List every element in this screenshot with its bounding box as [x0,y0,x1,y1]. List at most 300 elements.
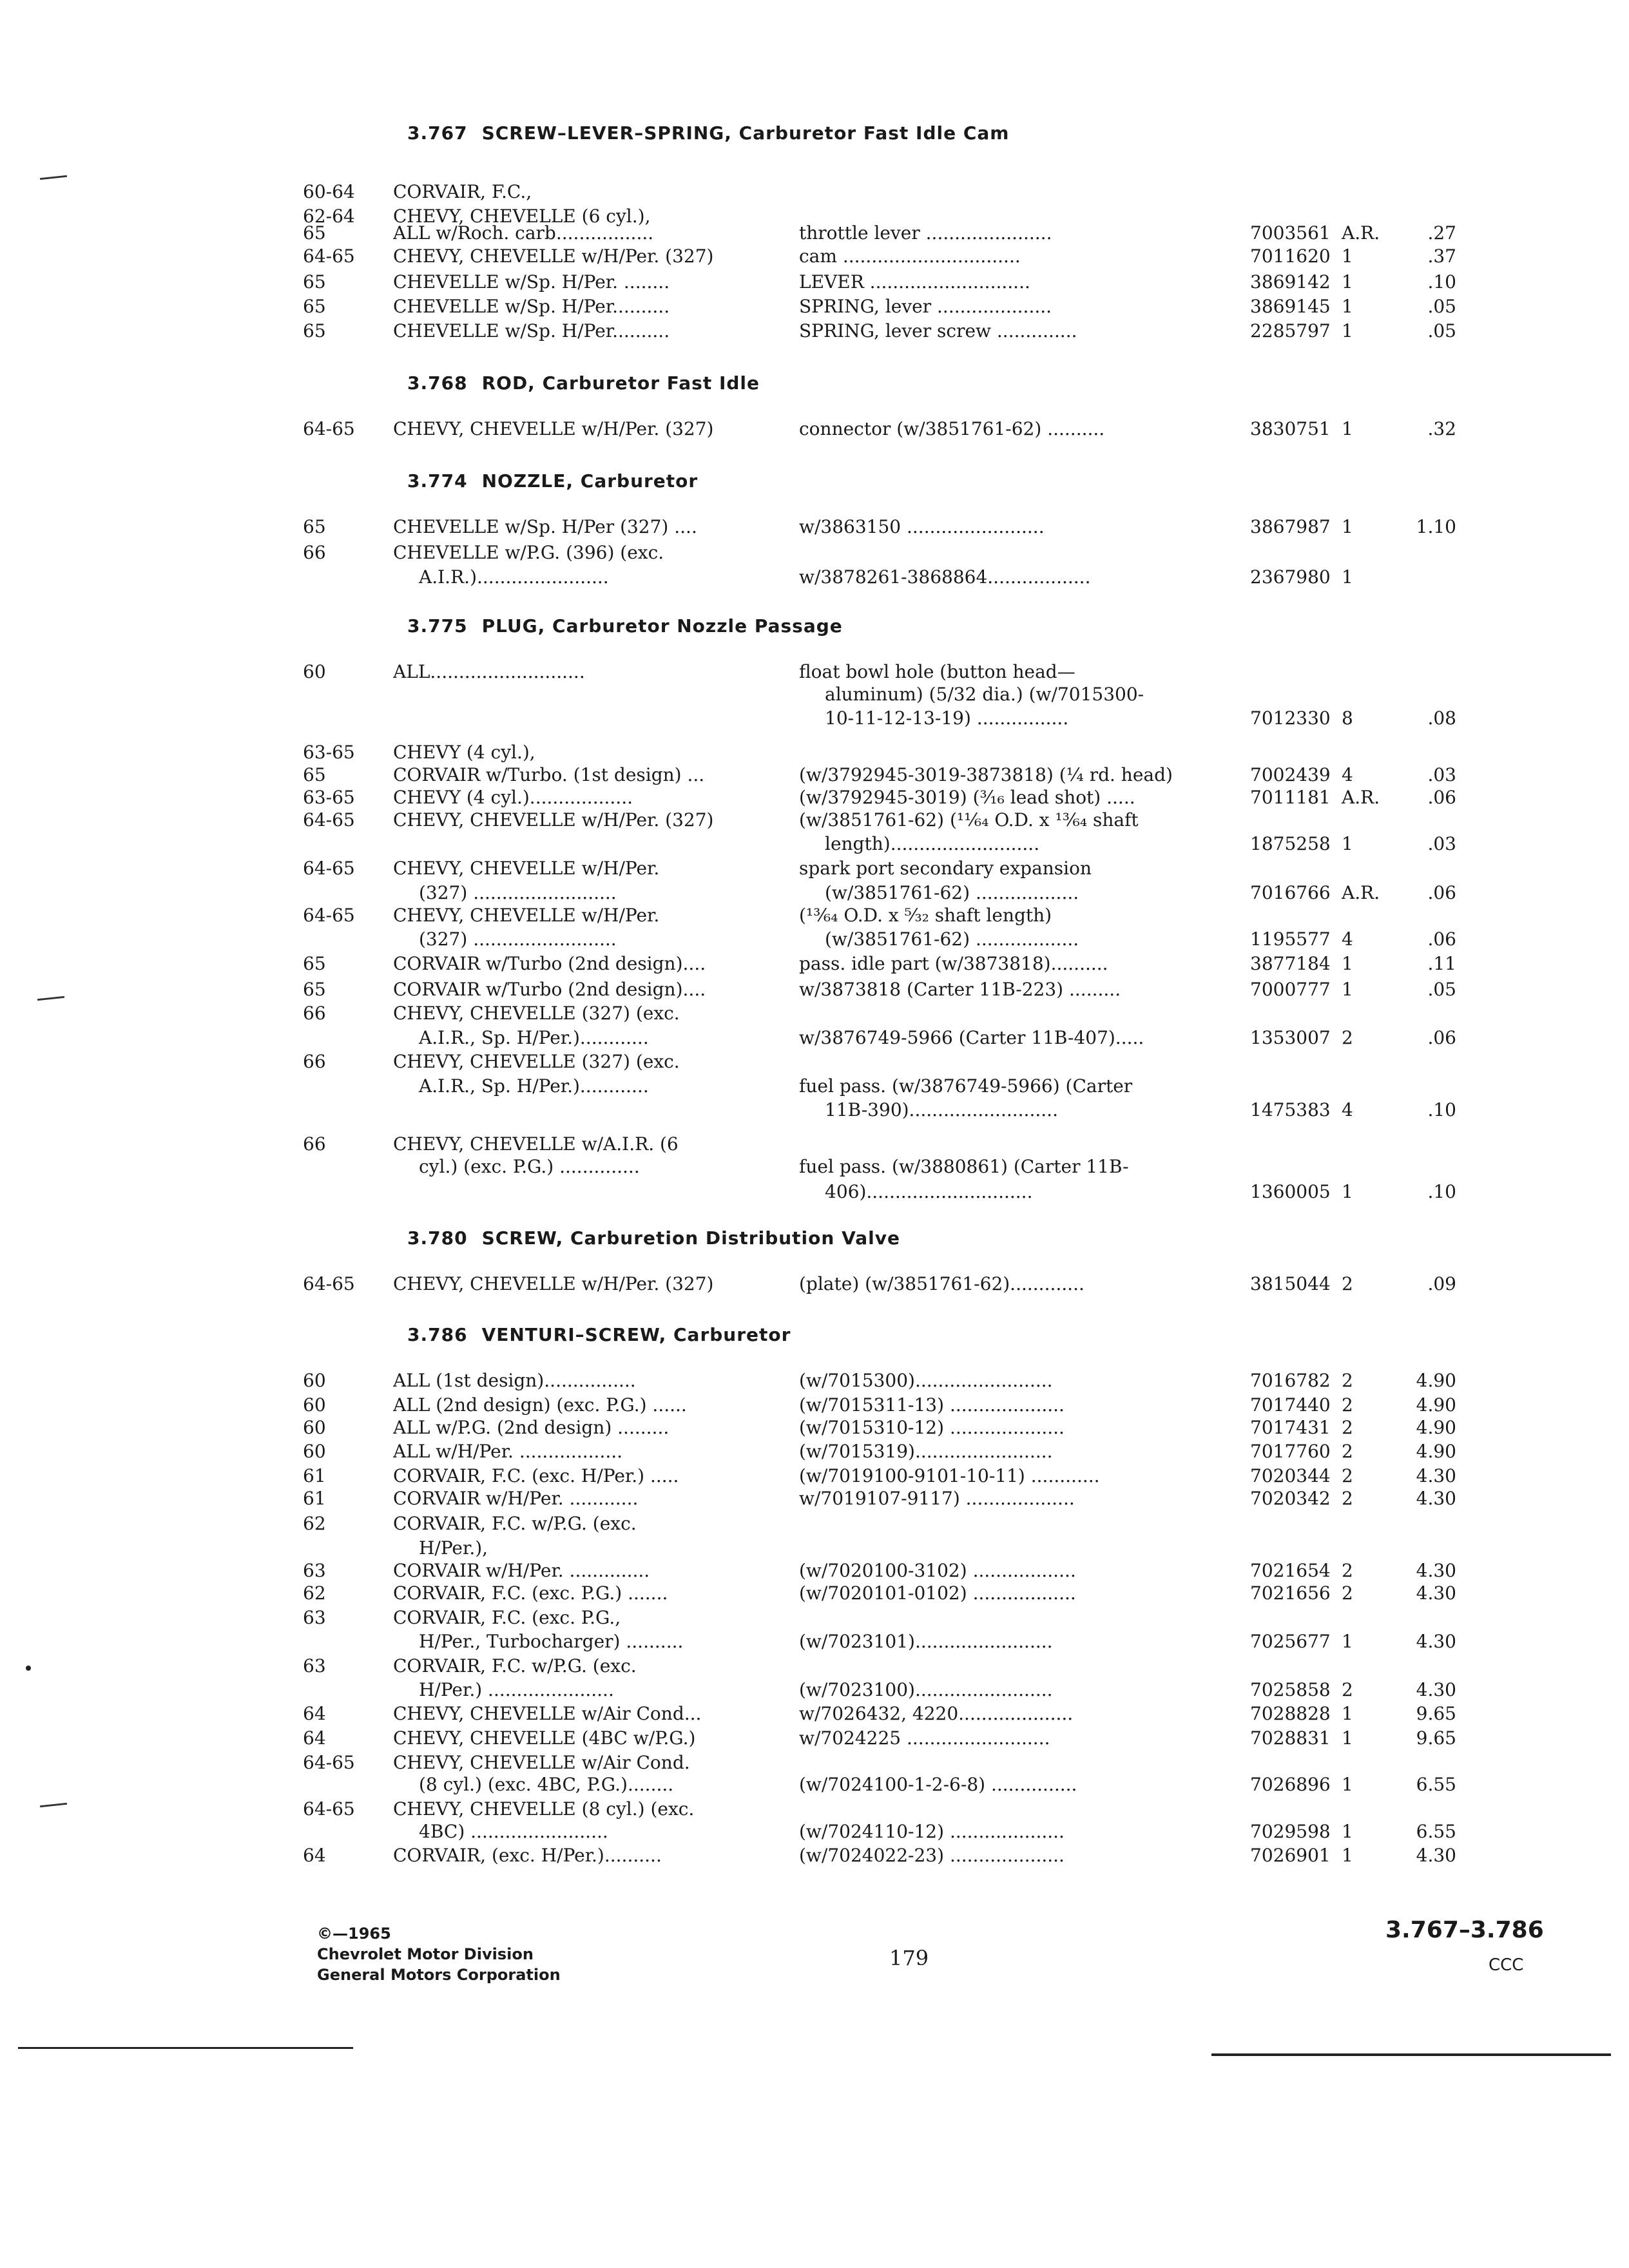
application-cell: CHEVY, CHEVELLE w/H/Per. (327) [393,1273,714,1294]
year-cell: 63 [303,1655,326,1677]
part-number-cell: 7012330 [1250,707,1331,729]
catalog-row [0,1155,1629,1178]
quantity-cell: 2 [1342,1679,1353,1700]
year-cell: 65 [303,320,326,341]
price-cell: 9.65 [1416,1703,1456,1724]
section-heading [407,372,760,394]
catalog-row [0,1512,1629,1535]
description-cell: pass. idle part (w/3873818).......... [799,953,1108,974]
application-cell: CHEVY (4 cyl.), [393,742,535,763]
catalog-row [0,1369,1629,1392]
catalog-row [0,1537,1629,1560]
catalog-row [0,857,1629,880]
part-number-cell: 1195577 [1250,928,1331,950]
application-cell: (327) ......................... [419,928,617,950]
price-cell: .11 [1427,953,1456,974]
catalog-row [0,1606,1629,1629]
bottom-rule-right [1211,2053,1611,2056]
description-cell: w/7024225 ......................... [799,1727,1050,1749]
catalog-row [0,1582,1629,1605]
application-cell: CHEVELLE w/Sp. H/Per.......... [393,320,670,341]
quantity-cell: 2 [1342,1488,1353,1509]
section-number: 3.768 [407,372,468,394]
description-cell: 10-11-12-13-19) ................ [825,707,1069,729]
part-number-cell: 1360005 [1250,1181,1331,1202]
section-heading [407,122,1009,144]
year-cell: 62 [303,1582,326,1604]
quantity-cell: 1 [1342,566,1353,588]
application-cell: CHEVELLE w/Sp. H/Per (327) .... [393,516,697,537]
description-cell: (w/7024100-1-2-6-8) ............... [799,1774,1077,1795]
catalog-row [0,881,1629,905]
application-cell: ALL w/H/Per. .................. [393,1441,623,1462]
section-title: SCREW–LEVER–SPRING, Carburetor Fast Idle Cam [481,122,1010,144]
description-cell: (w/7015311-13) .................... [799,1394,1065,1416]
quantity-cell: A.R. [1342,222,1380,244]
price-cell: .10 [1427,271,1456,293]
year-cell: 66 [303,1051,326,1072]
quantity-cell: 1 [1342,296,1353,317]
application-cell: CHEVY, CHEVELLE (6 cyl.), [393,206,651,227]
quantity-cell: 4 [1342,1099,1353,1120]
price-cell: 4.30 [1416,1631,1456,1652]
catalog-row [0,904,1629,927]
price-cell: .10 [1427,1099,1456,1120]
year-cell: 64 [303,1845,326,1866]
bottom-rule-left [18,2047,353,2049]
year-cell: 60 [303,1394,326,1416]
catalog-row [0,764,1629,787]
quantity-cell: 4 [1342,928,1353,950]
application-cell: CHEVY, CHEVELLE w/Air Cond. [393,1752,690,1773]
catalog-code: CCC [1489,1956,1524,1975]
catalog-row [0,707,1629,730]
quantity-cell: 1 [1342,1845,1353,1866]
catalog-row [0,271,1629,294]
part-number-cell: 7002439 [1250,764,1331,785]
price-cell: 4.90 [1416,1370,1456,1391]
catalog-row [0,1487,1629,1510]
price-cell: .03 [1427,764,1456,785]
margin-dot [26,1666,31,1671]
catalog-row [0,1099,1629,1122]
description-cell: w/7019107-9117) ................... [799,1488,1075,1509]
price-cell: .05 [1427,296,1456,317]
application-cell: ALL (1st design)................ [393,1370,636,1391]
part-number-cell: 3869142 [1250,271,1331,293]
quantity-cell: 2 [1342,1441,1353,1462]
corporation-line: General Motors Corporation [317,1966,561,1984]
application-cell: CHEVY, CHEVELLE w/H/Per. (327) [393,418,714,439]
description-cell: (w/7023101)........................ [799,1631,1053,1652]
section-number: 3.775 [407,615,468,637]
description-cell: SPRING, lever screw .............. [799,320,1077,341]
part-number-cell: 7029598 [1250,1821,1331,1842]
catalog-row [0,1798,1629,1821]
catalog-row [0,295,1629,318]
part-number-cell: 7000777 [1250,979,1331,1000]
description-cell: (w/3792945-3019) (³⁄₁₆ lead shot) ..... [799,787,1135,808]
catalog-row [0,1394,1629,1417]
part-number-cell: 1475383 [1250,1099,1331,1120]
description-cell: throttle lever ...................... [799,222,1052,244]
year-cell: 61 [303,1488,326,1509]
application-cell: ALL w/Roch. carb................. [393,222,654,244]
part-number-cell: 7028828 [1250,1703,1331,1724]
application-cell: (327) ......................... [419,882,617,903]
year-cell: 64-65 [303,858,355,879]
application-cell: H/Per.), [419,1537,488,1559]
part-number-cell: 7025677 [1250,1631,1331,1652]
price-cell: .06 [1427,928,1456,950]
part-number-cell: 3830751 [1250,418,1331,439]
part-number-cell: 7021656 [1250,1582,1331,1604]
description-cell: (w/7015310-12) .................... [799,1417,1065,1438]
division-line: Chevrolet Motor Division [317,1945,534,1963]
description-cell: (w/7023100)........................ [799,1679,1053,1700]
catalog-row [0,1773,1629,1796]
description-cell: aluminum) (5/32 dia.) (w/7015300- [825,684,1144,705]
catalog-row [0,786,1629,809]
catalog-row [0,1050,1629,1073]
price-cell: .10 [1427,1181,1456,1202]
quantity-cell: 1 [1342,1703,1353,1724]
section-title: ROD, Carburetor Fast Idle [481,372,760,394]
catalog-row [0,809,1629,832]
catalog-row [0,320,1629,343]
quantity-cell: A.R. [1342,787,1380,808]
year-cell: 60 [303,1441,326,1462]
year-cell: 60-64 [303,181,355,202]
quantity-cell: 1 [1342,1727,1353,1749]
catalog-row [0,1465,1629,1488]
part-number-cell: 7017440 [1250,1394,1331,1416]
application-cell: CORVAIR w/H/Per. .............. [393,1560,650,1581]
quantity-cell: 2 [1342,1465,1353,1486]
application-cell: A.I.R., Sp. H/Per.)............ [419,1075,649,1097]
price-cell: 4.90 [1416,1441,1456,1462]
price-cell: 4.90 [1416,1394,1456,1416]
price-cell: 4.30 [1416,1560,1456,1581]
year-cell: 64-65 [303,1798,355,1820]
application-cell: CHEVELLE w/P.G. (396) (exc. [393,542,664,563]
section-range: 3.767–3.786 [1385,1917,1544,1943]
description-cell: float bowl hole (button head— [799,661,1075,682]
price-cell: .05 [1427,979,1456,1000]
copyright-line: ©—1965 [317,1925,391,1943]
catalog-row [0,566,1629,589]
catalog-row [0,541,1629,564]
description-cell: length).......................... [825,833,1040,854]
quantity-cell: 2 [1342,1370,1353,1391]
application-cell: CORVAIR w/Turbo. (1st design) ... [393,764,705,785]
year-cell: 61 [303,1465,326,1486]
part-number-cell: 7017760 [1250,1441,1331,1462]
price-cell: 4.30 [1416,1488,1456,1509]
application-cell: ALL (2nd design) (exc. P.G.) ...... [393,1394,687,1416]
section-heading [407,615,843,637]
application-cell: CHEVELLE w/Sp. H/Per. ........ [393,271,670,293]
application-cell: A.I.R., Sp. H/Per.)............ [419,1027,649,1048]
application-cell: ALL w/P.G. (2nd design) ......... [393,1417,670,1438]
catalog-row [0,222,1629,245]
description-cell: (w/3851761-62) .................. [825,882,1079,903]
quantity-cell: 2 [1342,1582,1353,1604]
price-cell: .06 [1427,1027,1456,1048]
application-cell: CHEVY, CHEVELLE w/H/Per. [393,858,660,879]
year-cell: 60 [303,1370,326,1391]
quantity-cell: 1 [1342,979,1353,1000]
price-cell: .32 [1427,418,1456,439]
application-cell: A.I.R.)....................... [419,566,609,588]
price-cell: 4.30 [1416,1845,1456,1866]
description-cell: connector (w/3851761-62) .......... [799,418,1105,439]
price-cell: .09 [1427,1273,1456,1294]
catalog-row [0,978,1629,1001]
quantity-cell: 1 [1342,271,1353,293]
section-title: NOZZLE, Carburetor [481,470,699,492]
price-cell: 4.90 [1416,1417,1456,1438]
year-cell: 64-65 [303,1752,355,1773]
part-number-cell: 1353007 [1250,1027,1331,1048]
price-cell: .08 [1427,707,1456,729]
description-cell: 11B-390).......................... [825,1099,1058,1120]
catalog-row [0,928,1629,951]
application-cell: (8 cyl.) (exc. 4BC, P.G.)........ [419,1774,674,1795]
year-cell: 64 [303,1727,326,1749]
year-cell: 64-65 [303,905,355,926]
description-cell: cam ............................... [799,245,1021,267]
quantity-cell: 1 [1342,1774,1353,1795]
application-cell: CHEVY, CHEVELLE (327) (exc. [393,1003,680,1024]
section-title: SCREW, Carburetion Distribution Valve [481,1227,900,1249]
description-cell: (w/7019100-9101-10-11) ............ [799,1465,1100,1486]
page-number: 179 [889,1946,929,1970]
quantity-cell: 2 [1342,1417,1353,1438]
catalog-row [0,1655,1629,1678]
catalog-row [0,180,1629,204]
catalog-row [0,418,1629,441]
application-cell: CORVAIR w/H/Per. ............ [393,1488,639,1509]
description-cell: w/3876749-5966 (Carter 11B-407)..... [799,1027,1144,1048]
year-cell: 65 [303,764,326,785]
section-title: VENTURI–SCREW, Carburetor [481,1324,791,1345]
section-number: 3.774 [407,470,468,492]
catalog-row [0,1751,1629,1774]
description-cell: w/7026432, 4220.................... [799,1703,1074,1724]
application-cell: CHEVY, CHEVELLE w/H/Per. (327) [393,245,714,267]
price-cell: 4.30 [1416,1465,1456,1486]
description-cell: fuel pass. (w/3876749-5966) (Carter [799,1075,1133,1097]
application-cell: CHEVY, CHEVELLE w/Air Cond... [393,1703,702,1724]
section-heading [407,1324,791,1345]
part-number-cell: 2367980 [1250,566,1331,588]
application-cell: CORVAIR w/Turbo (2nd design).... [393,979,706,1000]
price-cell: 6.55 [1416,1774,1456,1795]
description-cell: w/3863150 ........................ [799,516,1045,537]
catalog-row [0,741,1629,764]
quantity-cell: 1 [1342,953,1353,974]
part-number-cell: 7026901 [1250,1845,1331,1866]
part-number-cell: 3869145 [1250,296,1331,317]
year-cell: 63 [303,1607,326,1628]
application-cell: cyl.) (exc. P.G.) .............. [419,1156,640,1177]
part-number-cell: 7021654 [1250,1560,1331,1581]
application-cell: CHEVY, CHEVELLE w/A.I.R. (6 [393,1133,679,1155]
description-cell: (w/7024022-23) .................... [799,1845,1065,1866]
part-number-cell: 7025858 [1250,1679,1331,1700]
section-heading [407,470,698,492]
catalog-row [0,1075,1629,1098]
catalog-row [0,1559,1629,1582]
application-cell: CORVAIR, F.C. w/P.G. (exc. [393,1655,637,1677]
section-heading [407,1227,900,1249]
application-cell: CORVAIR w/Turbo (2nd design).... [393,953,706,974]
price-cell: .06 [1427,787,1456,808]
catalog-row [0,515,1629,539]
quantity-cell: 1 [1342,418,1353,439]
application-cell: H/Per., Turbocharger) .......... [419,1631,684,1652]
catalog-row [0,660,1629,684]
year-cell: 63-65 [303,787,355,808]
part-number-cell: 7011620 [1250,245,1331,267]
application-cell: CORVAIR, F.C. (exc. P.G., [393,1607,621,1628]
description-cell: (w/7024110-12) .................... [799,1821,1065,1842]
application-cell: H/Per.) ...................... [419,1679,614,1700]
application-cell: ALL........................... [393,661,585,682]
catalog-row [0,1844,1629,1867]
application-cell: CHEVY (4 cyl.).................. [393,787,633,808]
description-cell: (w/7020100-3102) .................. [799,1560,1076,1581]
description-cell: (plate) (w/3851761-62)............. [799,1273,1084,1294]
description-cell: (¹³⁄₆₄ O.D. x ⁵⁄₃₂ shaft length) [799,905,1052,926]
price-cell: 1.10 [1416,516,1456,537]
publisher-block [317,1923,561,1985]
quantity-cell: 1 [1342,1631,1353,1652]
section-number: 3.780 [407,1227,468,1249]
catalog-row [0,683,1629,706]
year-cell: 60 [303,1417,326,1438]
year-cell: 65 [303,953,326,974]
description-cell: (w/7015319)........................ [799,1441,1053,1462]
year-cell: 64-65 [303,245,355,267]
catalog-row [0,1180,1629,1204]
catalog-row [0,1416,1629,1439]
year-cell: 63 [303,1560,326,1581]
year-cell: 62 [303,1513,326,1534]
description-cell: (w/3851761-62) .................. [825,928,1079,950]
application-cell: CORVAIR, F.C. w/P.G. (exc. [393,1513,637,1534]
part-number-cell: 7026896 [1250,1774,1331,1795]
catalog-row [0,245,1629,268]
application-cell: CHEVY, CHEVELLE (8 cyl.) (exc. [393,1798,695,1820]
part-number-cell: 3877184 [1250,953,1331,974]
quantity-cell: 1 [1342,1821,1353,1842]
year-cell: 60 [303,661,326,682]
year-cell: 64-65 [303,809,355,831]
quantity-cell: 1 [1342,516,1353,537]
price-cell: 4.30 [1416,1679,1456,1700]
catalog-row [0,1702,1629,1725]
catalog-row [0,1678,1629,1702]
year-cell: 65 [303,296,326,317]
application-cell: CHEVY, CHEVELLE (4BC w/P.G.) [393,1727,696,1749]
part-number-cell: 2285797 [1250,320,1331,341]
quantity-cell: 2 [1342,1560,1353,1581]
catalog-row [0,832,1629,856]
catalog-row [0,1820,1629,1843]
year-cell: 63-65 [303,742,355,763]
quantity-cell: 1 [1342,320,1353,341]
part-number-cell: 7003561 [1250,222,1331,244]
catalog-row [0,1133,1629,1156]
application-cell: 4BC) ........................ [419,1821,608,1842]
catalog-row [0,952,1629,975]
catalog-row [0,1440,1629,1463]
application-cell: CORVAIR, F.C. (exc. H/Per.) ..... [393,1465,679,1486]
catalog-row [0,1002,1629,1025]
quantity-cell: 2 [1342,1027,1353,1048]
description-cell: (w/7015300)........................ [799,1370,1053,1391]
description-cell: (w/3851761-62) (¹¹⁄₆₄ O.D. x ¹³⁄₆₄ shaft [799,809,1139,831]
year-cell: 64 [303,1703,326,1724]
price-cell: .03 [1427,833,1456,854]
application-cell: CHEVY, CHEVELLE w/H/Per. (327) [393,809,714,831]
part-number-cell: 7028831 [1250,1727,1331,1749]
year-cell: 66 [303,1133,326,1155]
description-cell: (w/3792945-3019-3873818) (¼ rd. head) [799,764,1173,785]
price-cell: 6.55 [1416,1821,1456,1842]
price-cell: .05 [1427,320,1456,341]
part-number-cell: 1875258 [1250,833,1331,854]
price-cell: .27 [1427,222,1456,244]
description-cell: w/3873818 (Carter 11B-223) ......... [799,979,1121,1000]
year-cell: 65 [303,979,326,1000]
part-number-cell: 3867987 [1250,516,1331,537]
margin-mark [40,175,67,180]
application-cell: CORVAIR, (exc. H/Per.).......... [393,1845,662,1866]
section-number: 3.786 [407,1324,468,1345]
description-cell: spark port secondary expansion [799,858,1092,879]
year-cell: 62-64 [303,206,355,227]
quantity-cell: 1 [1342,1181,1353,1202]
application-cell: CORVAIR, F.C., [393,181,532,202]
section-title: PLUG, Carburetor Nozzle Passage [481,615,843,637]
description-cell: SPRING, lever .................... [799,296,1052,317]
price-cell: .06 [1427,882,1456,903]
quantity-cell: 1 [1342,833,1353,854]
description-cell: w/3878261-3868864.................. [799,566,1091,588]
section-number: 3.767 [407,122,468,144]
application-cell: CHEVY, CHEVELLE w/H/Per. [393,905,660,926]
year-cell: 65 [303,271,326,293]
quantity-cell: A.R. [1342,882,1380,903]
catalog-row [0,1273,1629,1296]
application-cell: CHEVY, CHEVELLE (327) (exc. [393,1051,680,1072]
year-cell: 66 [303,1003,326,1024]
description-cell: 406)............................. [825,1181,1033,1202]
catalog-row [0,1026,1629,1050]
quantity-cell: 4 [1342,764,1353,785]
part-number-cell: 7020344 [1250,1465,1331,1486]
price-cell: 4.30 [1416,1582,1456,1604]
price-cell: 9.65 [1416,1727,1456,1749]
year-cell: 65 [303,222,326,244]
part-number-cell: 7017431 [1250,1417,1331,1438]
catalog-row [0,1630,1629,1653]
part-number-cell: 7020342 [1250,1488,1331,1509]
description-cell: LEVER ............................ [799,271,1030,293]
